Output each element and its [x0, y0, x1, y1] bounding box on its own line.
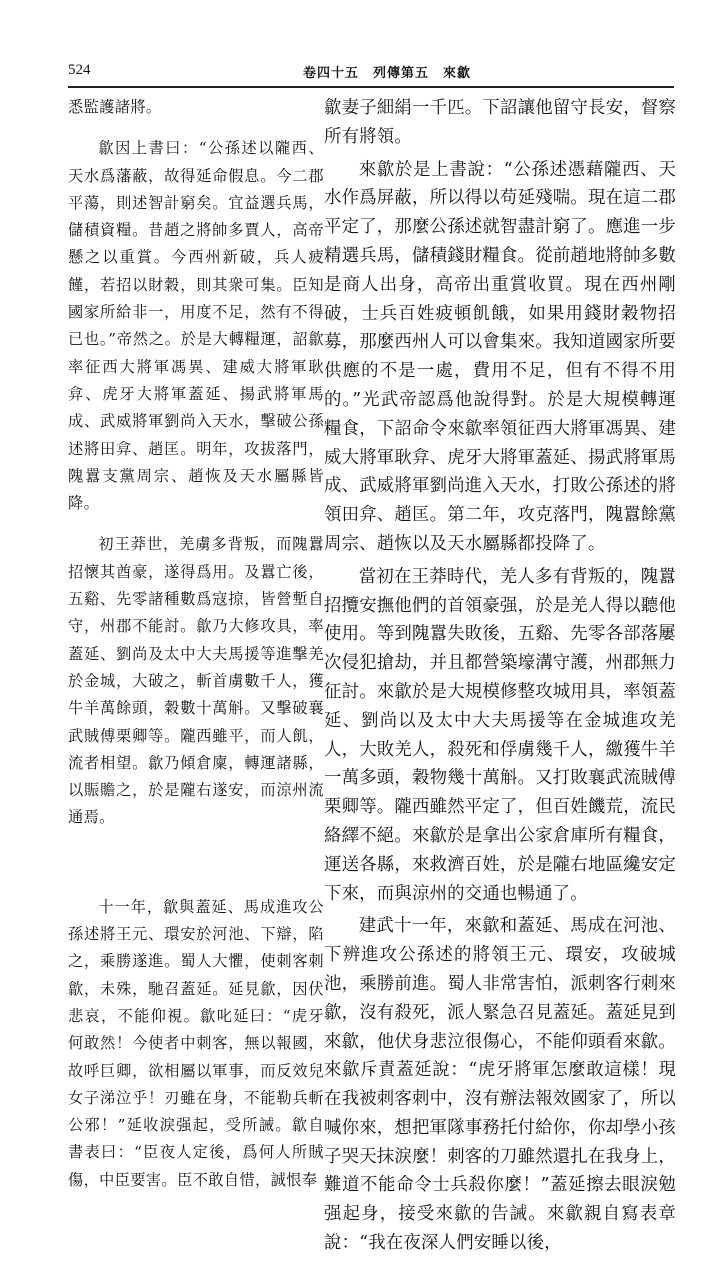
classical-paragraph-1: 悉監護諸將。 [68, 98, 162, 116]
running-title: 卷四十五 列傳第五 來歙 [303, 66, 472, 81]
paragraph-gap [68, 846, 324, 894]
modern-paragraph-1: 歙妻子細絹一千匹。下詔讓他留守長安，督察所有將領。 [324, 98, 676, 147]
modern-paragraph-3: 當初在王莽時代，羌人多有背叛的，隗囂招攬安撫他們的首領豪强，於是羌人得以聽他使用。等到隗囂失敗後，五谿、先零各部落屢次侵犯搶劫，并且都營築壕溝守護，州郡無力征討。來歙於是大規模修整攻城用具，率領蓋延、劉尚以及太中大夫馬援等在金城進攻羌人，大敗羌人，殺死和俘虜幾千人，繳獲牛羊一萬多頭，穀物幾十萬斛。又打敗襄武流賊傅栗卿等。隴西雖然平定了，但百姓饑荒，流民絡繹不絕。來歙於是拿出公家倉庫所有糧食，運送各縣，來救濟百姓，於是隴右地區纔安定下來，而與涼州的交通也暢通了。 [324, 566, 676, 904]
classical-paragraph-2: 歙因上書曰：“公孫述以隴西、天水爲藩蔽，故得延命假息。今二郡平蕩，則述智計窮矣。宜益選兵馬，儲積資糧。昔趙之將帥多賈人，高帝懸之以重賞。今西州新破，兵人疲饉，若招以財穀，則其衆可集。臣知國家所給非一，用度不足，然有不得已也。”帝然之。於是大轉糧運，詔歙率征西大將軍馮異、建威大將軍耿弇、虎牙大將軍蓋延、揚武將軍馬成、武威將軍劉尚入天水，擊破公孫述將田弇、趙匡。明年，攻拔落門，隗囂支黨周宗、趙恢及天水屬縣皆降。 [68, 139, 324, 513]
modern-paragraph-4: 建武十一年，來歙和蓋延、馬成在河池、下辨進攻公孫述的將領王元、環安，攻破城池，乘勝前進。蜀人非常害怕，派刺客行刺來歙，沒有殺死，派人緊急召見蓋延。蓋延見到來歙，他伏身悲泣很傷心，不能仰頭看來歙。來歙斥責蓋延說：“虎牙將軍怎麼敢這樣！現在我被刺客刺中，沒有辦法報效國家了，所以喊你來，想把軍隊事務托付給你，你却學小孩子哭天抹淚麼！刺客的刀雖然還扎在我身上，難道不能命令士兵殺你麼！”蓋延擦去眼淚勉强起身，接受來歙的告誡。來歙親自寫表章說：“我在夜深人們安睡以後， [324, 916, 676, 1254]
classical-paragraph-3: 初王莽世，羌虜多背叛，而隗囂招懷其酋豪，遂得爲用。及囂亡後，五谿、先零諸種數爲寇掠，皆營塹自守，州郡不能討。歙乃大修攻具，率蓋延、劉尚及太中大夫馬援等進擊羌於金城，大破之，斬首虜數千人，獲牛羊萬餘頭，穀數十萬斛。又擊破襄武賊傅栗卿等。隴西雖平，而人飢，流者相望。歙乃傾倉廩，轉運諸縣，以賑贍之，於是隴右遂安，而涼州流通焉。 [68, 535, 324, 827]
page-header [68, 58, 668, 84]
classical-paragraph-4: 十一年，歙與蓋延、馬成進攻公孫述將王元、環安於河池、下辯，陷之，乘勝遂進。蜀人大懼，使刺客刺歙，未殊，馳召蓋延。延見歙，因伏悲哀，不能仰視。歙叱延曰：“虎牙何敢然！今使者中刺客，無以報國，故呼巨卿，欲相屬以軍事，而反效兒女子涕泣乎！刃雖在身，不能勒兵斬公邪！”延收淚强起，受所誡。歙自書表曰：“臣夜人定後，爲何人所賊傷，中臣要害。臣不敢自惜，誠恨奉 [68, 897, 324, 1189]
header-rule [68, 86, 674, 88]
modern-paragraph-2: 來歙於是上書說：“公孫述憑藉隴西、天水作爲屏蔽，所以得以苟延殘喘。現在這二郡平定了，那麼公孫述就智盡計窮了。應進一步精選兵馬，儲積錢財糧食。從前趙地將帥多數是商人出身，高帝出重賞收買。現在西州剛破，士兵百姓疲頓飢餓，如果用錢財穀物招募，那麼西州人可以會集來。我知道國家所要供應的不是一處，費用不足，但有不得不用的。”光武帝認爲他說得對。於是大規模轉運糧食，下詔命令來歙率領征西大將軍馮異、建威大將軍耿弇、虎牙大將軍蓋延、揚武將軍馬成、武威將軍劉尚進入天水，打敗公孫述的將領田弇、趙匡。第二年，攻克落門，隗囂餘黨周宗、趙恢以及天水屬縣都投降了。 [324, 159, 676, 554]
classical-text-column [68, 94, 324, 1208]
page-number: 524 [68, 62, 91, 78]
modern-translation-column [324, 94, 676, 1262]
